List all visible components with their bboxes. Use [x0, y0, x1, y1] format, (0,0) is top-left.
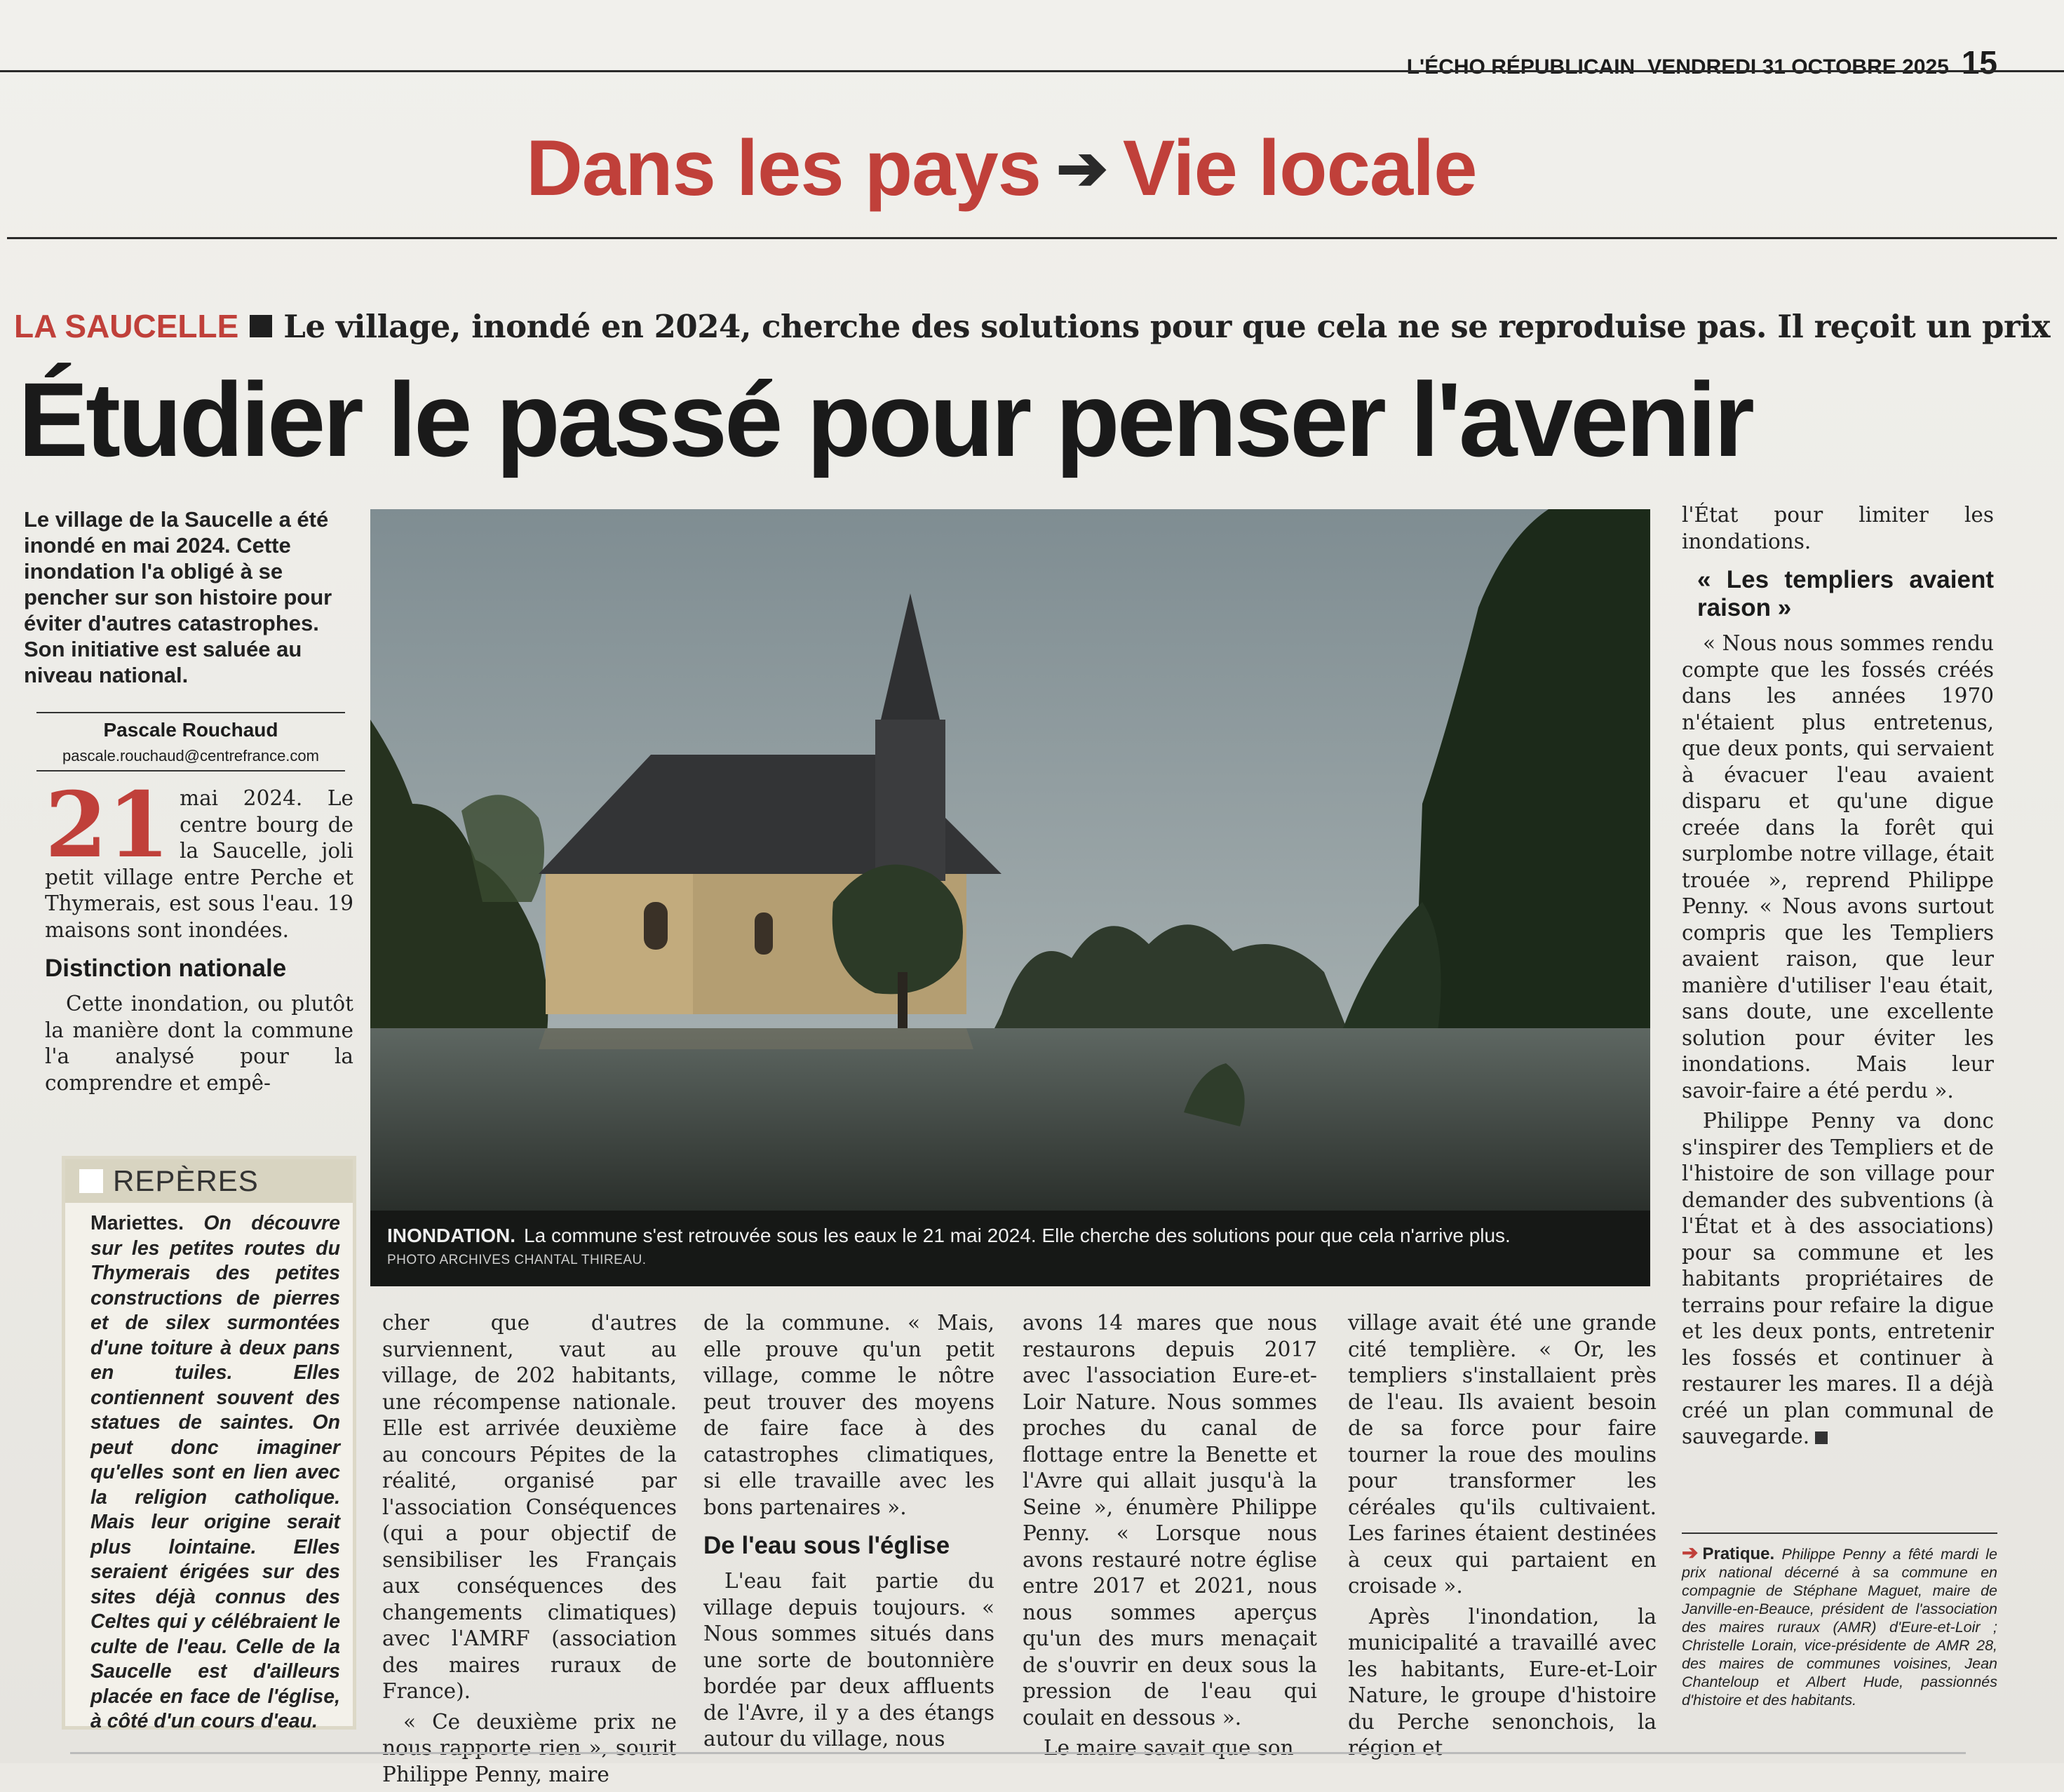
subheading: « Les templiers avaient raison » — [1697, 566, 1994, 621]
article-paragraph: cher que d'autres surviennent, vaut au village, de 202 habitants, une récompense nationale. Elle est arrivée deuxième au concours Pépites de la réalité, organisé par l'association Conséquences (qui a pour objectif de sensibiliser les Français aux conséquences des changements climatiques) avec l'AMRF (association des maires ruraux de France). — [382, 1311, 677, 1703]
photo-caption — [370, 1211, 1650, 1286]
byline-bottom-rule — [36, 770, 345, 772]
article-paragraph: l'État pour limiter les inondations. — [1682, 503, 1994, 553]
masthead-date: VENDREDI 31 OCTOBRE 2025 — [1647, 55, 1949, 79]
top-rule — [0, 70, 2064, 72]
article-column-4 — [1023, 1310, 1317, 1766]
reperes-body: On découvre sur les petites routes du Thymerais des petites constructions de pierres et de silex surmontées d'une toiture à deux pans en tuiles. Elles contiennent souvent des statues de saintes. On peut donc imaginer qu'elles sont en lien avec la religion catholique. Mais leur origine serait plus lointaine. Elles seraient érigées sur des sites déjà connus des Celtes qui y célébraient le culte de l'eau. Celle de la Saucelle est d'ailleurs placée en face de l'église, à côté d'un cours d'eau. — [90, 1212, 341, 1732]
subheading: Distinction nationale — [45, 955, 287, 982]
reperes-title: REPÈRES — [113, 1164, 259, 1197]
subheading: De l'eau sous l'église — [703, 1532, 950, 1559]
masthead — [1407, 43, 1997, 81]
article-paragraph: Le maire savait que son — [1044, 1736, 1294, 1760]
pratique-label: Pratique. — [1702, 1544, 1775, 1563]
section-rule — [7, 237, 2057, 239]
article-paragraph: village avait été une grande cité templière. « Or, les templiers s'installaient près de l'eau. Ils avaient besoin de sa force pour faire tourner la roue des moulins pour transformer les céréales qu'ils cultivaient. Les farines étaient destinées à ceux qui partaient en croisade ». — [1348, 1311, 1657, 1598]
article-column-6 — [1682, 502, 1994, 1455]
author-email: pascale.rouchaud@centrefrance.com — [62, 747, 319, 764]
article-paragraph: « Nous nous sommes rendu compte que les fossés créés dans les années 1970 n'étaient plus entretenus, que deux ponts, qui servaient à évacuer l'eau avaient disparu et qu'une digue creée dans la forêt qui surplombe notre village, était trouée », reprend Philippe Penny. « Nous avons surtout compris que les Templiers avaient raison, que leur manière d'utiliser l'eau était, sans doute, une excellente solution pour éviter les inondations. Mais leur savoir-faire a été perdu ». — [1682, 631, 1994, 1103]
lead-paragraph: Le village de la Saucelle a été inondé en mai 2024. Cette inondation l'a obligé à se pencher sur son histoire pour éviter d'autres catastrophes. Son initiative est saluée au niveau national. — [24, 507, 332, 687]
reperes-header — [65, 1159, 353, 1203]
article-column-2 — [382, 1310, 677, 1792]
reperes-text — [65, 1203, 353, 1734]
arrow-icon: ➔ — [1682, 1542, 1699, 1563]
section-right: Vie locale — [1122, 124, 1477, 212]
drop-cap: 21 — [45, 773, 170, 878]
end-mark-icon — [1815, 1431, 1828, 1444]
photo — [370, 509, 1650, 1286]
article-column-3 — [703, 1310, 994, 1757]
article-paragraph: Après l'inondation, la municipalité a travaillé avec les habitants, Eure-et-Loir Nature, le groupe d'histoire du Perche senonchois, la région et — [1348, 1604, 1657, 1760]
byline — [36, 719, 345, 765]
pratique-text: Philippe Penny a fêté mardi le prix national décerné à sa commune en compagnie de Stéphane Maguet, maire de Janville-en-Beauce, président de l'association des maires ruraux (AMR) d'Eure-et-Loir ; Christelle Lorain, vice-présidente de AMR 28, des maires de communes voisines, Jean Chanteloup et Albert Hude, passionnés d'histoire et des habitants. — [1682, 1546, 1997, 1709]
kicker — [14, 307, 2050, 345]
article-paragraph: L'eau fait partie du village depuis toujours. « Nous sommes situés dans une sorte de boutonnière bordée par deux affluents de l'Avre, il y a des étangs autour du village, nous — [703, 1569, 994, 1751]
flooded-church-image — [370, 509, 1650, 1286]
bottom-rule — [70, 1752, 1966, 1754]
article-paragraph — [1682, 1108, 1994, 1450]
section-title — [526, 123, 1477, 213]
kicker-deck: Le village, inondé en 2024, cherche des solutions pour que cela ne se reproduise pas. Il reçoit un prix — [283, 307, 2051, 345]
page-number: 15 — [1961, 44, 1997, 81]
article-paragraph: « Ce deuxième prix ne nous rapporte rien », sourit Philippe Penny, maire — [382, 1709, 677, 1786]
section-left: Dans les pays — [526, 124, 1041, 212]
pratique-box — [1682, 1532, 1997, 1709]
article-opening — [45, 773, 353, 943]
byline-top-rule — [36, 712, 345, 713]
author-name: Pascale Rouchaud — [103, 719, 278, 741]
article-paragraph: Cette inondation, ou plutôt la manière dont la commune l'a analysé pour la comprendre et empê- — [45, 992, 353, 1095]
article-paragraph: avons 14 mares que nous restaurons depuis 2017 avec l'association Eure-et-Loir Nature. Nous sommes proches du canal de flottage entre la Benette et l'Avre qui allait jusqu'à la Seine », énumère Philippe Penny. « Lorsque nous avons restauré notre église entre 2017 et 2021, nous nous sommes aperçus qu'un des murs menaçait de s'ouvrir en deux sous la pression de l'eau qui coulait en dessous ». — [1023, 1311, 1317, 1730]
photo-credit: PHOTO ARCHIVES CHANTAL THIREAU. — [387, 1253, 647, 1267]
article-column-1 — [45, 773, 353, 1100]
reperes-lead: Mariettes. — [90, 1212, 184, 1234]
reperes-box — [62, 1156, 356, 1730]
arrow-icon: ➔ — [1056, 133, 1107, 203]
caption-line — [387, 1225, 1633, 1247]
kicker-place: LA SAUCELLE — [14, 308, 239, 344]
caption-label: INONDATION. — [387, 1225, 516, 1246]
article-column-5 — [1348, 1310, 1657, 1766]
headline: Étudier le passé pour penser l'avenir — [18, 361, 1752, 478]
square-bullet-icon — [250, 315, 272, 337]
article-paragraph: mai 2024. Le centre bourg de la Saucelle, joli petit village entre Perche et Thymerais, est sous l'eau. 19 maisons sont inondées. — [45, 786, 353, 942]
article-paragraph-text: Philippe Penny va donc s'inspirer des Templiers et de l'histoire de son village pour demander des subventions (à l'État et à des associations) pour sa commune et les habitants propriétaires de terrains pour refaire la digue et les deux ponts, entretenir les fossés et continuer à restaurer les mares. Il a déjà créé un plan communal de sauvegarde. — [1682, 1109, 1994, 1448]
article-paragraph: de la commune. « Mais, elle prouve qu'un petit village, comme le nôtre peut trouver des moyens de faire face à des catastrophes climatiques, si elle travaille avec les bons partenaires ». — [703, 1311, 994, 1519]
square-icon — [79, 1169, 103, 1193]
masthead-paper: L'ÉCHO RÉPUBLICAIN — [1406, 55, 1635, 79]
caption-text: La commune s'est retrouvée sous les eaux le 21 mai 2024. Elle cherche des solutions pour que cela n'arrive plus. — [524, 1225, 1511, 1246]
